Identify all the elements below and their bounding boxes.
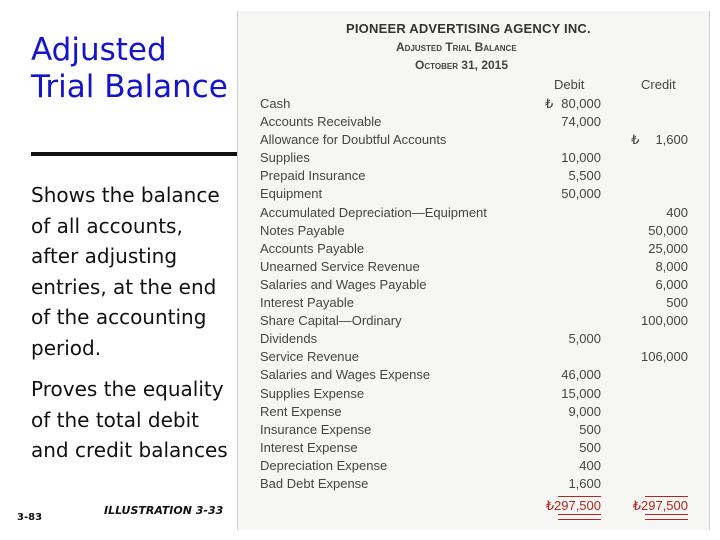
debit-amount [561, 150, 601, 165]
account-name: Service Revenue [260, 349, 359, 365]
debit-amount [561, 386, 601, 401]
credit-value: 400 [666, 204, 688, 220]
debit-value: 500 [579, 421, 601, 437]
credit-value: 106,000 [641, 349, 688, 365]
debit-amount [561, 367, 601, 382]
account-name: Share Capital—Ordinary [260, 313, 402, 329]
debit-value: 9,000 [568, 403, 601, 419]
table-row [260, 295, 700, 313]
credit-amount [641, 349, 688, 364]
debit-value: 1,600 [568, 475, 601, 491]
table-row [260, 277, 700, 295]
debit-value: 74,000 [561, 114, 601, 130]
table-row [260, 386, 700, 404]
debit-column-header: Debit [554, 77, 585, 92]
table-row [260, 259, 700, 277]
debit-total-rule [558, 496, 601, 497]
account-name: Interest Payable [260, 295, 354, 311]
account-name: Bad Debt Expense [260, 475, 369, 491]
account-name: Prepaid Insurance [260, 168, 366, 184]
credit-amount [631, 132, 688, 148]
illustration-label: ILLUSTRATION 3-33 [104, 504, 224, 517]
credit-value: 8,000 [655, 258, 688, 274]
description-paragraph: Shows the balance of all accounts, after adjusting entries, at the end of the accounting period. [31, 183, 220, 360]
account-name: Allowance for Doubtful Accounts [260, 132, 447, 148]
table-row [260, 114, 700, 132]
currency-symbol: ₺ [631, 132, 640, 148]
account-name: Accumulated Depreciation—Equipment [260, 204, 487, 220]
debit-amount [579, 440, 601, 455]
account-name: Supplies Expense [260, 385, 365, 401]
account-name: Cash [260, 96, 291, 111]
account-name: Insurance Expense [260, 421, 372, 437]
debit-amount [568, 331, 601, 346]
debit-value: 500 [579, 439, 601, 455]
debit-amount [561, 114, 601, 129]
credit-column-header: Credit [641, 77, 676, 92]
debit-value: 5,000 [568, 331, 601, 347]
debit-amount [568, 404, 601, 419]
table-row [260, 440, 700, 458]
account-name: Salaries and Wages Payable [260, 276, 427, 292]
account-name: Accounts Receivable [260, 114, 382, 130]
debit-value: 10,000 [561, 150, 601, 166]
account-name: Supplies [260, 150, 310, 166]
account-name: Rent Expense [260, 403, 342, 419]
total-credit: ₺297,500 [632, 498, 688, 513]
table-row [260, 96, 700, 114]
table-row [260, 186, 700, 204]
table-row [260, 404, 700, 422]
table-row [260, 168, 700, 186]
account-name: Accounts Payable [260, 240, 365, 256]
debit-amount [579, 458, 601, 473]
debit-value: 15,000 [561, 385, 601, 401]
credit-amount [641, 313, 688, 328]
credit-double-rule [645, 514, 688, 520]
currency-symbol: ₺ [544, 96, 554, 111]
table-row [260, 132, 700, 150]
account-name: Dividends [260, 331, 318, 347]
table-row [260, 458, 700, 476]
report-name: Adjusted Trial Balance [396, 40, 517, 54]
debit-amount [568, 476, 601, 491]
table-row [260, 241, 700, 259]
credit-value: 50,000 [648, 222, 688, 238]
credit-amount [648, 241, 688, 256]
credit-value: 500 [666, 295, 688, 311]
account-name: Notes Payable [260, 222, 345, 238]
credit-amount [666, 205, 688, 220]
credit-amount [655, 277, 688, 292]
table-row [260, 476, 700, 494]
table-row [260, 205, 700, 223]
page-number: 3-83 [17, 512, 43, 523]
debit-value: 50,000 [561, 186, 601, 202]
credit-value: 6,000 [655, 276, 688, 292]
debit-value: 5,500 [568, 168, 601, 184]
table-row [260, 313, 700, 331]
account-name: Depreciation Expense [260, 457, 388, 473]
total-debit: ₺297,500 [545, 498, 601, 513]
trial-balance-panel [237, 11, 710, 530]
title-divider [31, 152, 243, 156]
totals-row [260, 495, 700, 525]
company-name: PIONEER ADVERTISING AGENCY INC. [346, 21, 591, 36]
debit-value: 80,000 [561, 96, 601, 111]
credit-value: 1,600 [655, 132, 688, 148]
debit-value: 46,000 [561, 367, 601, 383]
table-row [260, 150, 700, 168]
credit-value: 100,000 [641, 313, 688, 329]
debit-amount [579, 422, 601, 437]
report-date: October 31, 2015 [415, 58, 509, 72]
debit-amount [545, 96, 601, 112]
table-row [260, 331, 700, 349]
credit-amount [648, 223, 688, 238]
debit-value: 400 [579, 457, 601, 473]
account-rows [260, 96, 700, 494]
credit-amount [655, 259, 688, 274]
table-row [260, 367, 700, 385]
table-row [260, 349, 700, 367]
account-name: Interest Expense [260, 439, 358, 455]
debit-amount [568, 168, 601, 183]
debit-amount [561, 186, 601, 201]
account-name: Salaries and Wages Expense [260, 367, 431, 383]
credit-value: 25,000 [648, 240, 688, 256]
debit-double-rule [558, 514, 601, 520]
credit-amount [666, 295, 688, 310]
slide-title: Adjusted Trial Balance [31, 32, 228, 105]
account-name: Equipment [260, 186, 323, 202]
account-name: Unearned Service Revenue [260, 258, 420, 274]
credit-total-rule [645, 496, 688, 497]
table-row [260, 223, 700, 241]
table-row [260, 422, 700, 440]
purpose-paragraph: Proves the equality of the total debit and credit balances [31, 377, 228, 462]
